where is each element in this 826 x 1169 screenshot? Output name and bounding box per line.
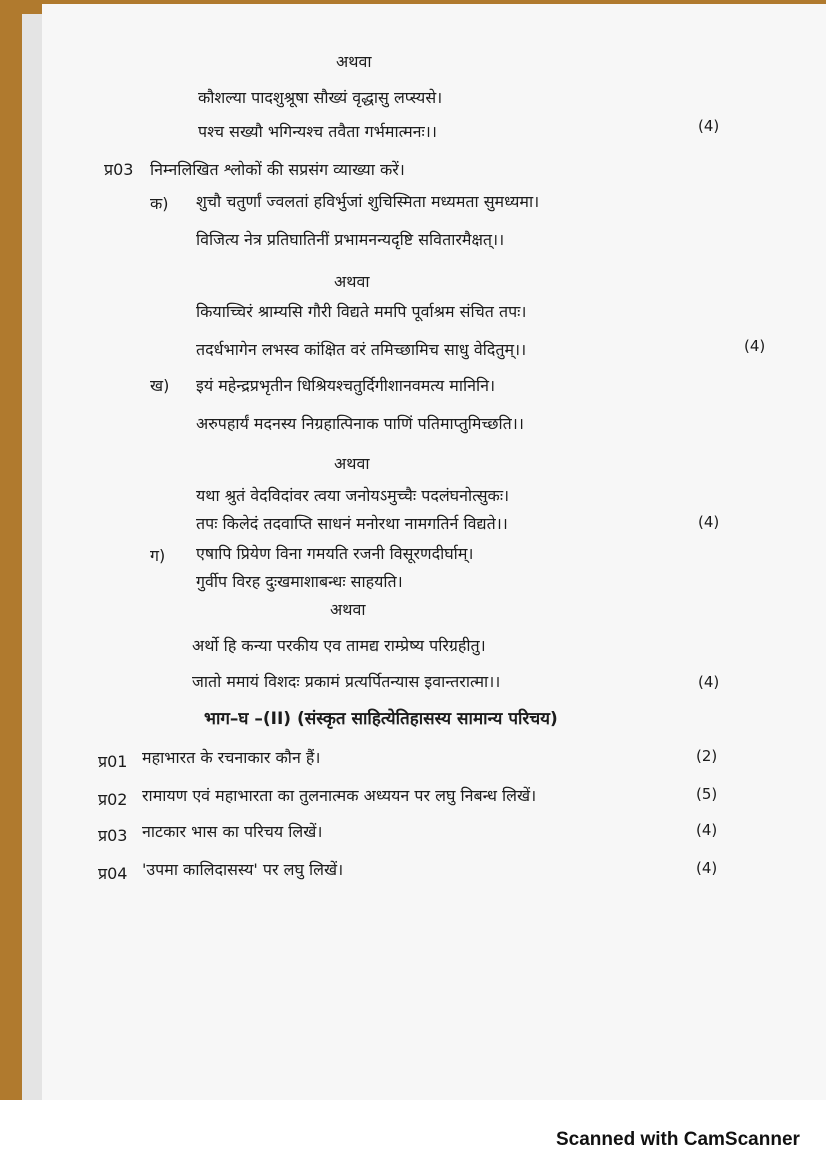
- marks: (4): [698, 673, 720, 691]
- verse-line: अर्थो हि कन्या परकीय एव तामद्य राम्प्रेष्य परिग्रहीतु।: [192, 636, 486, 655]
- verse-line: कौशल्या पादशुश्रूषा सौख्यं वृद्धासु लप्स्यसे।: [198, 88, 443, 107]
- verse-line: कियाच्चिरं श्राम्यसि गौरी विद्यते ममपि पूर्वाश्रम संचित तपः।: [196, 302, 527, 321]
- verse-line: तपः किलेदं तदवाप्ति साधनं मनोरथा नामगतिर्न विद्यते।।: [196, 514, 508, 533]
- marks: (4): [744, 337, 766, 355]
- marks: (4): [698, 117, 720, 135]
- question-text: महाभारत के रचनाकार कौन हैं।: [142, 748, 321, 767]
- question-text: 'उपमा कालिदासस्य' पर लघु लिखें।: [142, 860, 344, 879]
- scanner-watermark: Scanned with CamScanner: [556, 1129, 800, 1150]
- verse-line: जातो ममायं विशदः प्रकामं प्रत्यर्पितन्यास इवान्तरात्मा।।: [192, 672, 501, 691]
- question-number: प्र02: [98, 790, 128, 809]
- or-label: अथवा: [330, 600, 366, 619]
- marks: (4): [698, 513, 720, 531]
- section-heading: भाग–घ –(II) (संस्कृत साहित्येतिहासस्य सामान्य परिचय): [204, 709, 558, 729]
- marks: (4): [696, 859, 718, 877]
- sub-label: ख): [150, 376, 170, 395]
- verse-line: पश्च सख्यौ भगिन्यश्च तवैता गर्भमात्मनः।।: [198, 122, 437, 141]
- marks: (4): [696, 821, 718, 839]
- question-text: निम्नलिखित श्लोकों की सप्रसंग व्याख्या करें।: [150, 160, 405, 179]
- sub-label: ग): [150, 546, 166, 565]
- verse-line: विजित्य नेत्र प्रतिघातिनीं प्रभामनन्यदृष्टि सवितारमैक्षत्।।: [196, 230, 505, 249]
- verse-line: एषापि प्रियेण विना गमयति रजनी विसूरणदीर्घाम्।: [196, 544, 474, 563]
- sub-label: क): [150, 194, 169, 213]
- marks: (5): [696, 785, 718, 803]
- verse-line: इयं महेन्द्रप्रभृतीन धिश्रियश्चतुर्दिगीशानवमत्य मानिनि।: [196, 376, 496, 395]
- or-label: अथवा: [336, 52, 372, 71]
- or-label: अथवा: [334, 454, 370, 473]
- question-number: प्र04: [98, 864, 128, 883]
- question-number: प्र01: [98, 752, 128, 771]
- question-text: नाटकार भास का परिचय लिखें।: [142, 822, 323, 841]
- marks: (2): [696, 747, 718, 765]
- verse-line: गुर्वीप विरह दुःखमाशाबन्धः साहयति।: [196, 572, 403, 591]
- verse-line: अरुपहार्यं मदनस्य निग्रहात्पिनाक पाणिं पतिमाप्तुमिच्छति।।: [196, 414, 524, 433]
- question-text: रामायण एवं महाभारता का तुलनात्मक अध्ययन पर लघु निबन्ध लिखें।: [142, 786, 537, 805]
- question-number: प्र03: [104, 160, 134, 179]
- verse-line: तदर्धभागेन लभस्व कांक्षित वरं तमिच्छामिच साधु वेदितुम्।।: [196, 340, 527, 359]
- question-number: प्र03: [98, 826, 128, 845]
- verse-line: यथा श्रुतं वेदविदांवर त्वया जनोयऽमुच्चैः पदलंघनोत्सुकः।: [196, 486, 510, 505]
- verse-line: शुचौ चतुर्णां ज्वलतां हविर्भुजां शुचिस्मिता मध्यमता सुमध्यमा।: [196, 192, 540, 211]
- or-label: अथवा: [334, 272, 370, 291]
